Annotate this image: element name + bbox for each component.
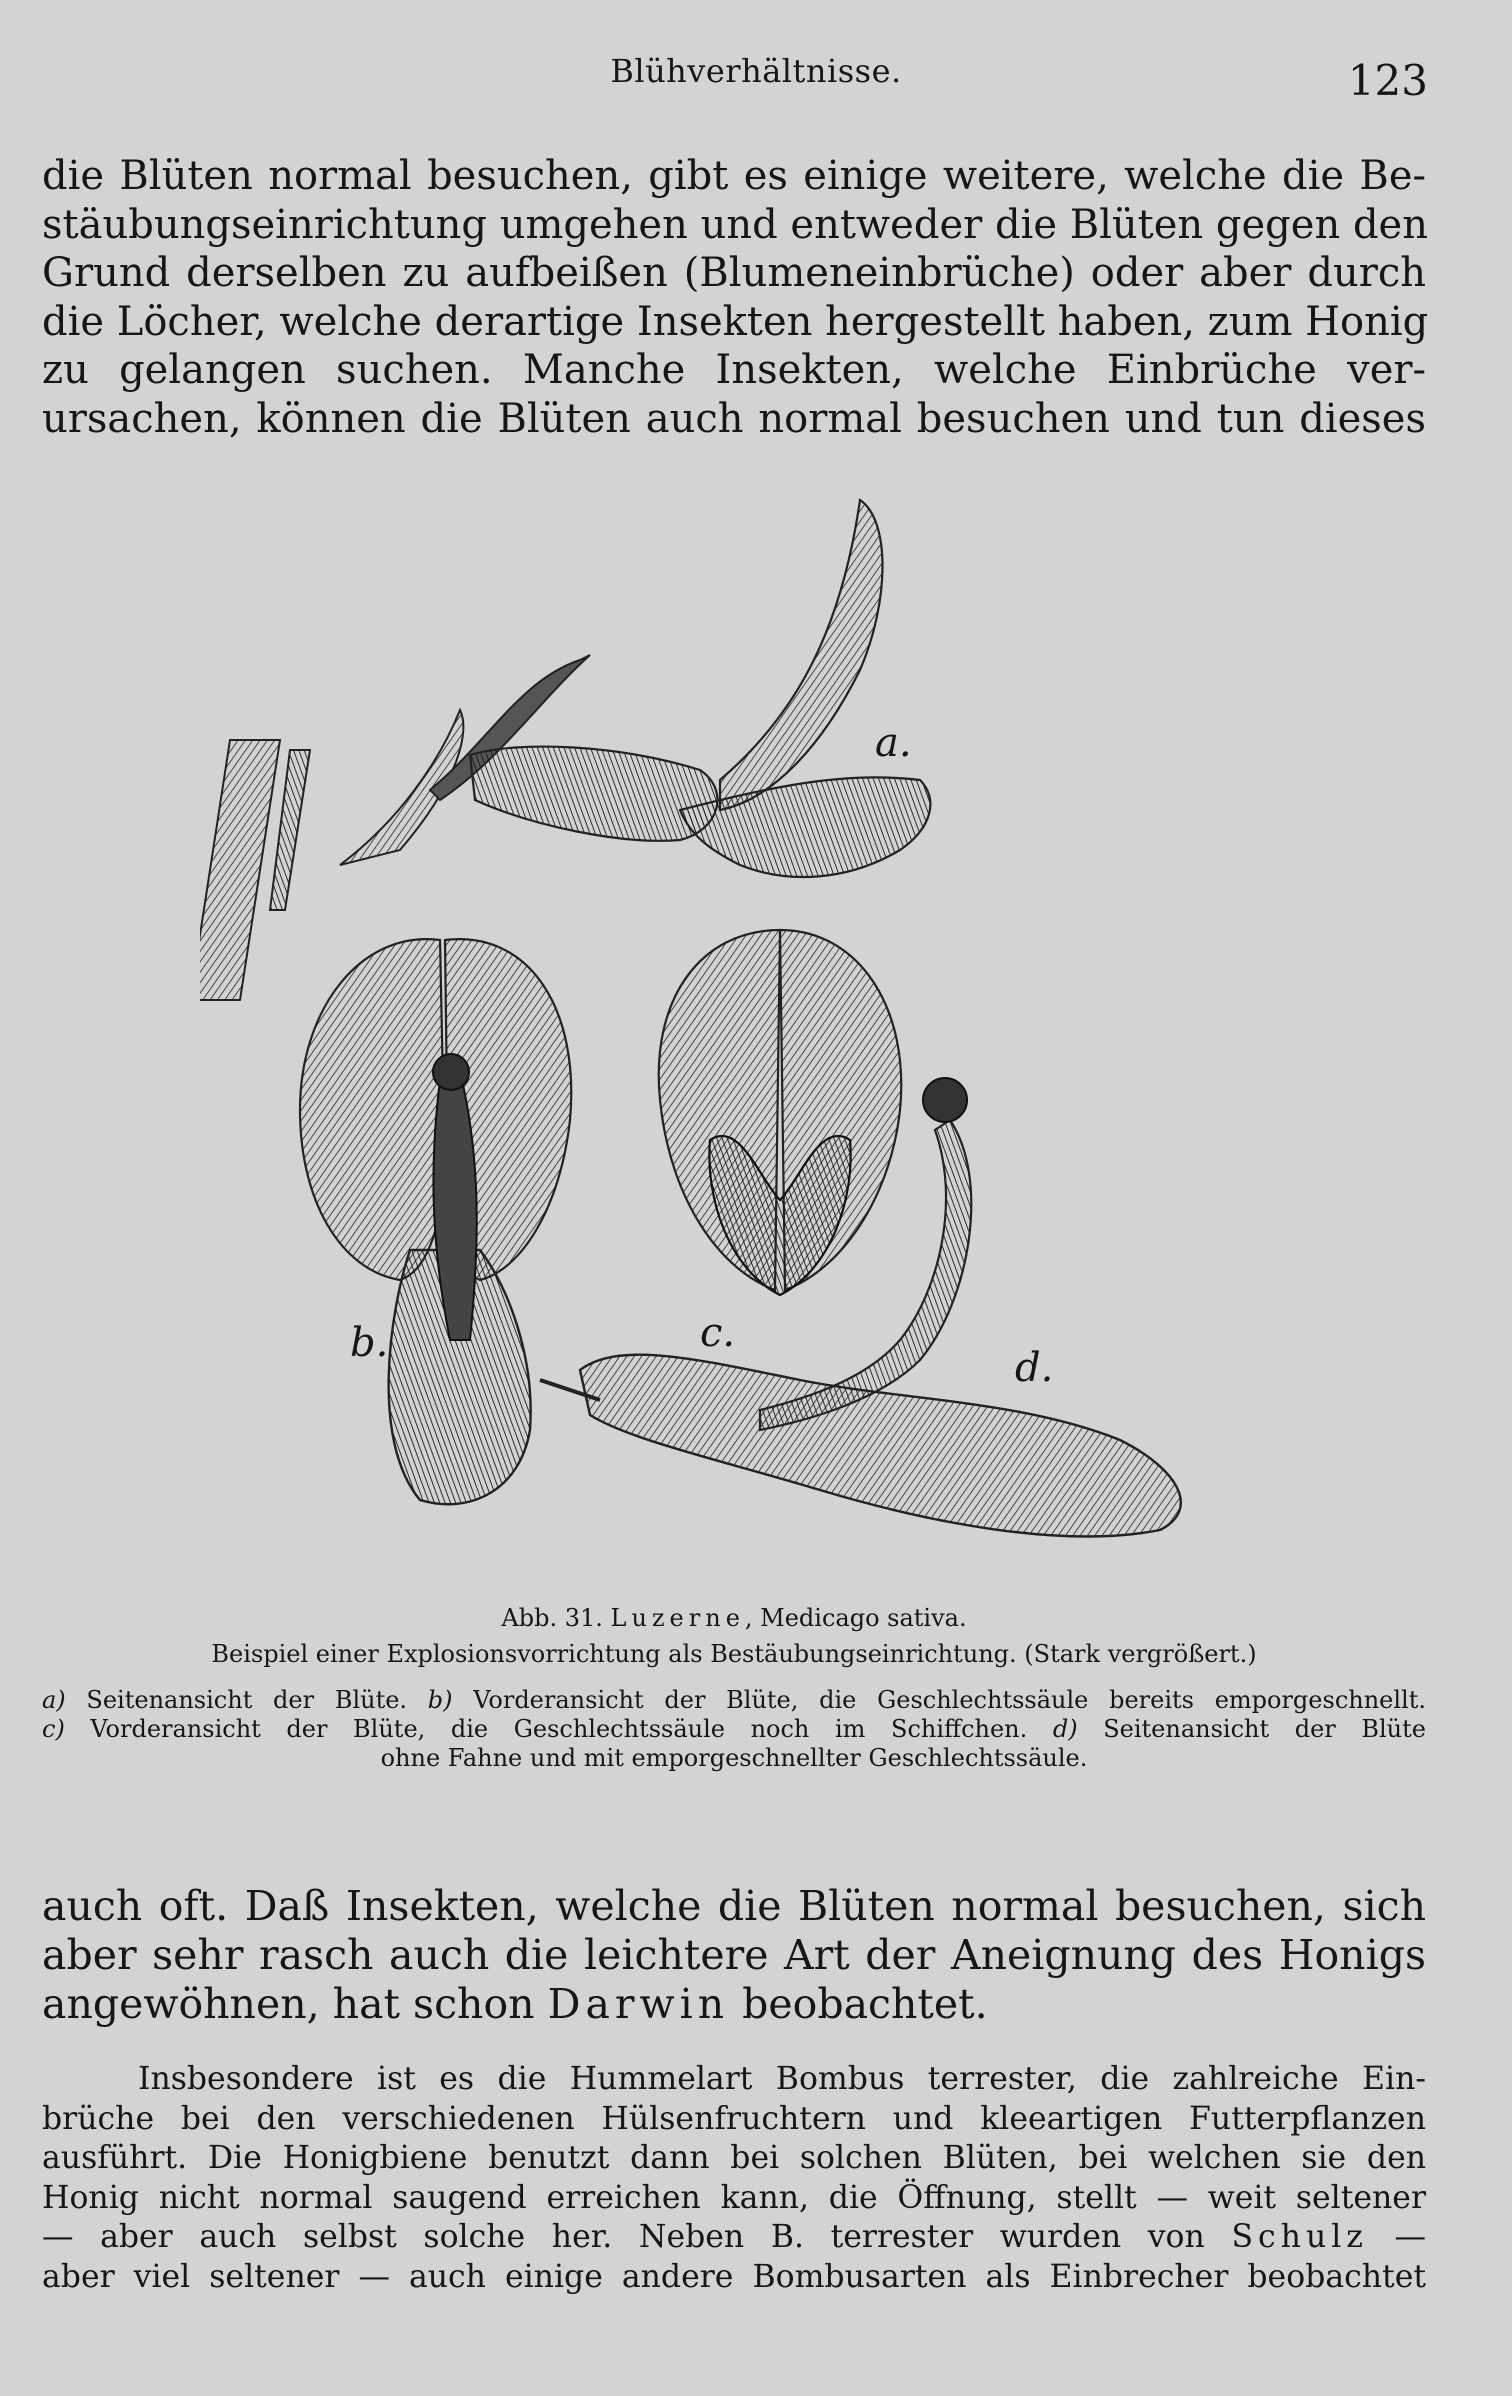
text-span: beobachtet.	[742, 1980, 988, 2028]
figure-caption-title	[42, 1604, 1426, 1633]
figure-label-a: a.	[875, 720, 912, 766]
caption-key: a)	[42, 1686, 66, 1714]
author-name: Schulz	[1231, 2219, 1368, 2256]
text-line	[42, 1980, 1426, 2029]
page-number: 123	[1347, 56, 1428, 105]
paragraph-top	[42, 152, 1429, 444]
caption-text: Vorderansicht der Blüte, die Geschlechtssäule noch im Schiffchen.	[90, 1715, 1028, 1743]
caption-text: Seitenansicht der Blüte	[1103, 1715, 1426, 1743]
text-line: Grund derselben zu aufbeißen (Blumeneinbrüche) oder aber durch	[42, 250, 1426, 297]
caption-key: b)	[427, 1686, 453, 1714]
caption-text: Vorderansicht der Blüte, die Geschlechtssäule bereits emporgeschnellt.	[473, 1686, 1426, 1714]
text-line: brüche bei den verschiedenen Hülsenfruchtern und kleeartigen Futterpflanzen	[42, 2100, 1426, 2137]
caption-plant-name: Luzerne	[610, 1604, 745, 1632]
text-span: angewöhnen, hat schon	[42, 1980, 535, 2028]
text-span: — aber auch selbst solche her. Neben B. terrester wurden von	[42, 2219, 1205, 2256]
caption-number: Abb. 31.	[501, 1604, 603, 1632]
flower-side-view	[200, 500, 930, 1000]
caption-line	[42, 1686, 1426, 1715]
text-line	[42, 2218, 1426, 2258]
text-line: aber sehr rasch auch die leichtere Art der Aneignung des Honigs	[42, 1931, 1426, 1979]
caption-text: Seitenansicht der Blüte.	[86, 1686, 408, 1714]
figure-label-c: c.	[700, 1310, 736, 1356]
figure-caption-subtitle: Beispiel einer Explosionsvorrichtung als Bestäubungseinrichtung. (Stark vergrößert.)	[211, 1640, 1257, 1668]
paragraph-middle	[42, 1882, 1426, 2029]
text-line: Insbesondere ist es die Hummelart Bombus terrester, die zahlreiche Ein-	[138, 2061, 1426, 2097]
text-line: stäubungseinrichtung umgehen und entweder die Blüten gegen den	[42, 201, 1428, 248]
figure-luzerne-illustration	[200, 480, 1310, 1580]
flower-front-view-column-emerged	[300, 939, 571, 1504]
caption-latin-name: , Medicago sativa.	[744, 1604, 967, 1632]
text-line: auch oft. Daß Insekten, welche die Blüten normal besuchen, sich	[42, 1882, 1426, 1930]
flower-illustration	[200, 480, 1310, 1580]
text-line: Honig nicht normal saugend erreichen kann, die Öffnung, stellt — weit seltener	[42, 2179, 1426, 2216]
flower-front-view-column-in-keel	[659, 930, 902, 1295]
text-span: —	[1394, 2219, 1427, 2256]
author-name: Darwin	[547, 1980, 730, 2028]
caption-line	[42, 1715, 1426, 1744]
caption-key: c)	[42, 1715, 65, 1743]
figure-caption-legend	[42, 1686, 1426, 1773]
text-line: ursachen, können die Blüten auch normal besuchen und tun dieses	[42, 395, 1426, 442]
text-line: die Löcher, welche derartige Insekten hergestellt haben, zum Honig	[42, 298, 1429, 345]
running-title: Blühverhältnisse.	[610, 52, 902, 90]
caption-line: ohne Fahne und mit emporgeschnellter Geschlechtssäule.	[380, 1744, 1088, 1772]
text-line: die Blüten normal besuchen, gibt es einige weitere, welche die Be-	[42, 153, 1426, 199]
figure-label-b: b.	[350, 1320, 389, 1366]
text-line: ausführt. Die Honigbiene benutzt dann bei solchen Blüten, bei welchen sie den	[42, 2140, 1426, 2177]
figure-label-d: d.	[1015, 1345, 1054, 1391]
text-line: zu gelangen suchen. Manche Insekten, welche Einbrüche ver-	[42, 347, 1426, 394]
text-line: aber viel seltener — auch einige andere Bombusarten als Einbrecher beobachtet	[42, 2258, 1426, 2295]
caption-key: d)	[1052, 1715, 1078, 1743]
paragraph-small-print	[42, 2060, 1426, 2298]
